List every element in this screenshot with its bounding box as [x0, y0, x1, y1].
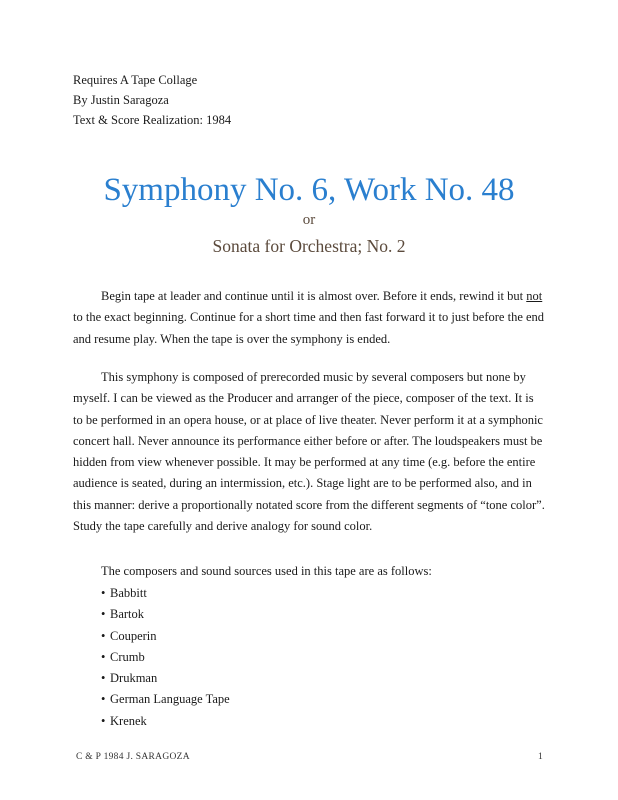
list-item: • Babbitt [101, 583, 230, 604]
header-author: By Justin Saragoza [73, 93, 169, 107]
page-title: Symphony No. 6, Work No. 48 [103, 172, 515, 208]
list-intro: The composers and sound sources used in this tape are as follows: [101, 564, 432, 578]
bullet-icon: • [101, 649, 106, 664]
paragraph-instructions [73, 286, 545, 350]
title-connector: or [302, 212, 316, 228]
header-realization: Text & Score Realization: 1984 [73, 113, 232, 127]
footer-copyright: C & P 1984 J. SARAGOZA [76, 752, 190, 762]
composer-list [101, 583, 230, 732]
list-item: • German Language Tape [101, 689, 230, 710]
paragraph-text: to the exact beginning. Continue for a short time and then fast forward it to just before the end and resume play. When the tape is over the symphony is ended. [73, 310, 545, 346]
paragraph-description: This symphony is composed of prerecorded music by several composers but none by myself. I can be viewed as the Producer and arranger of the piece, composer of the text. It is to be performed in an opera house, or at place of live theater. Never perform it at a symphonic concert hall. Never announce its performance either before or after. The loudspeakers must be hidden from view whenever possible. It may be performed at any time (e.g. before the entire audience is seated, during an intermission, etc.). Stage light are to be performed also, and in this manner: derive a proportionally notated score from the different segments of “tone color”. Study the tape carefully and derive analogy for sound color. [73, 370, 545, 534]
page-number: 1 [538, 752, 543, 762]
bullet-icon: • [101, 607, 106, 622]
paragraph-text: Begin tape at leader and continue until it is almost over. Before it ends, rewind it but [101, 289, 527, 303]
underlined-emphasis: not [526, 289, 543, 303]
bullet-icon: • [101, 586, 106, 600]
list-item: • Couperin [101, 626, 230, 647]
list-item: • Crumb [101, 647, 230, 668]
header-requirement: Requires A Tape Collage [73, 73, 198, 87]
bullet-icon: • [101, 713, 106, 728]
header-block [73, 70, 231, 130]
list-item: • Krenek [101, 711, 230, 732]
list-item: • Drukman [101, 668, 230, 689]
bullet-icon: • [101, 692, 106, 707]
page-subtitle: Sonata for Orchestra; No. 2 [212, 236, 406, 256]
bullet-icon: • [101, 628, 106, 643]
list-item: • Bartok [101, 604, 230, 625]
bullet-icon: • [101, 671, 106, 686]
